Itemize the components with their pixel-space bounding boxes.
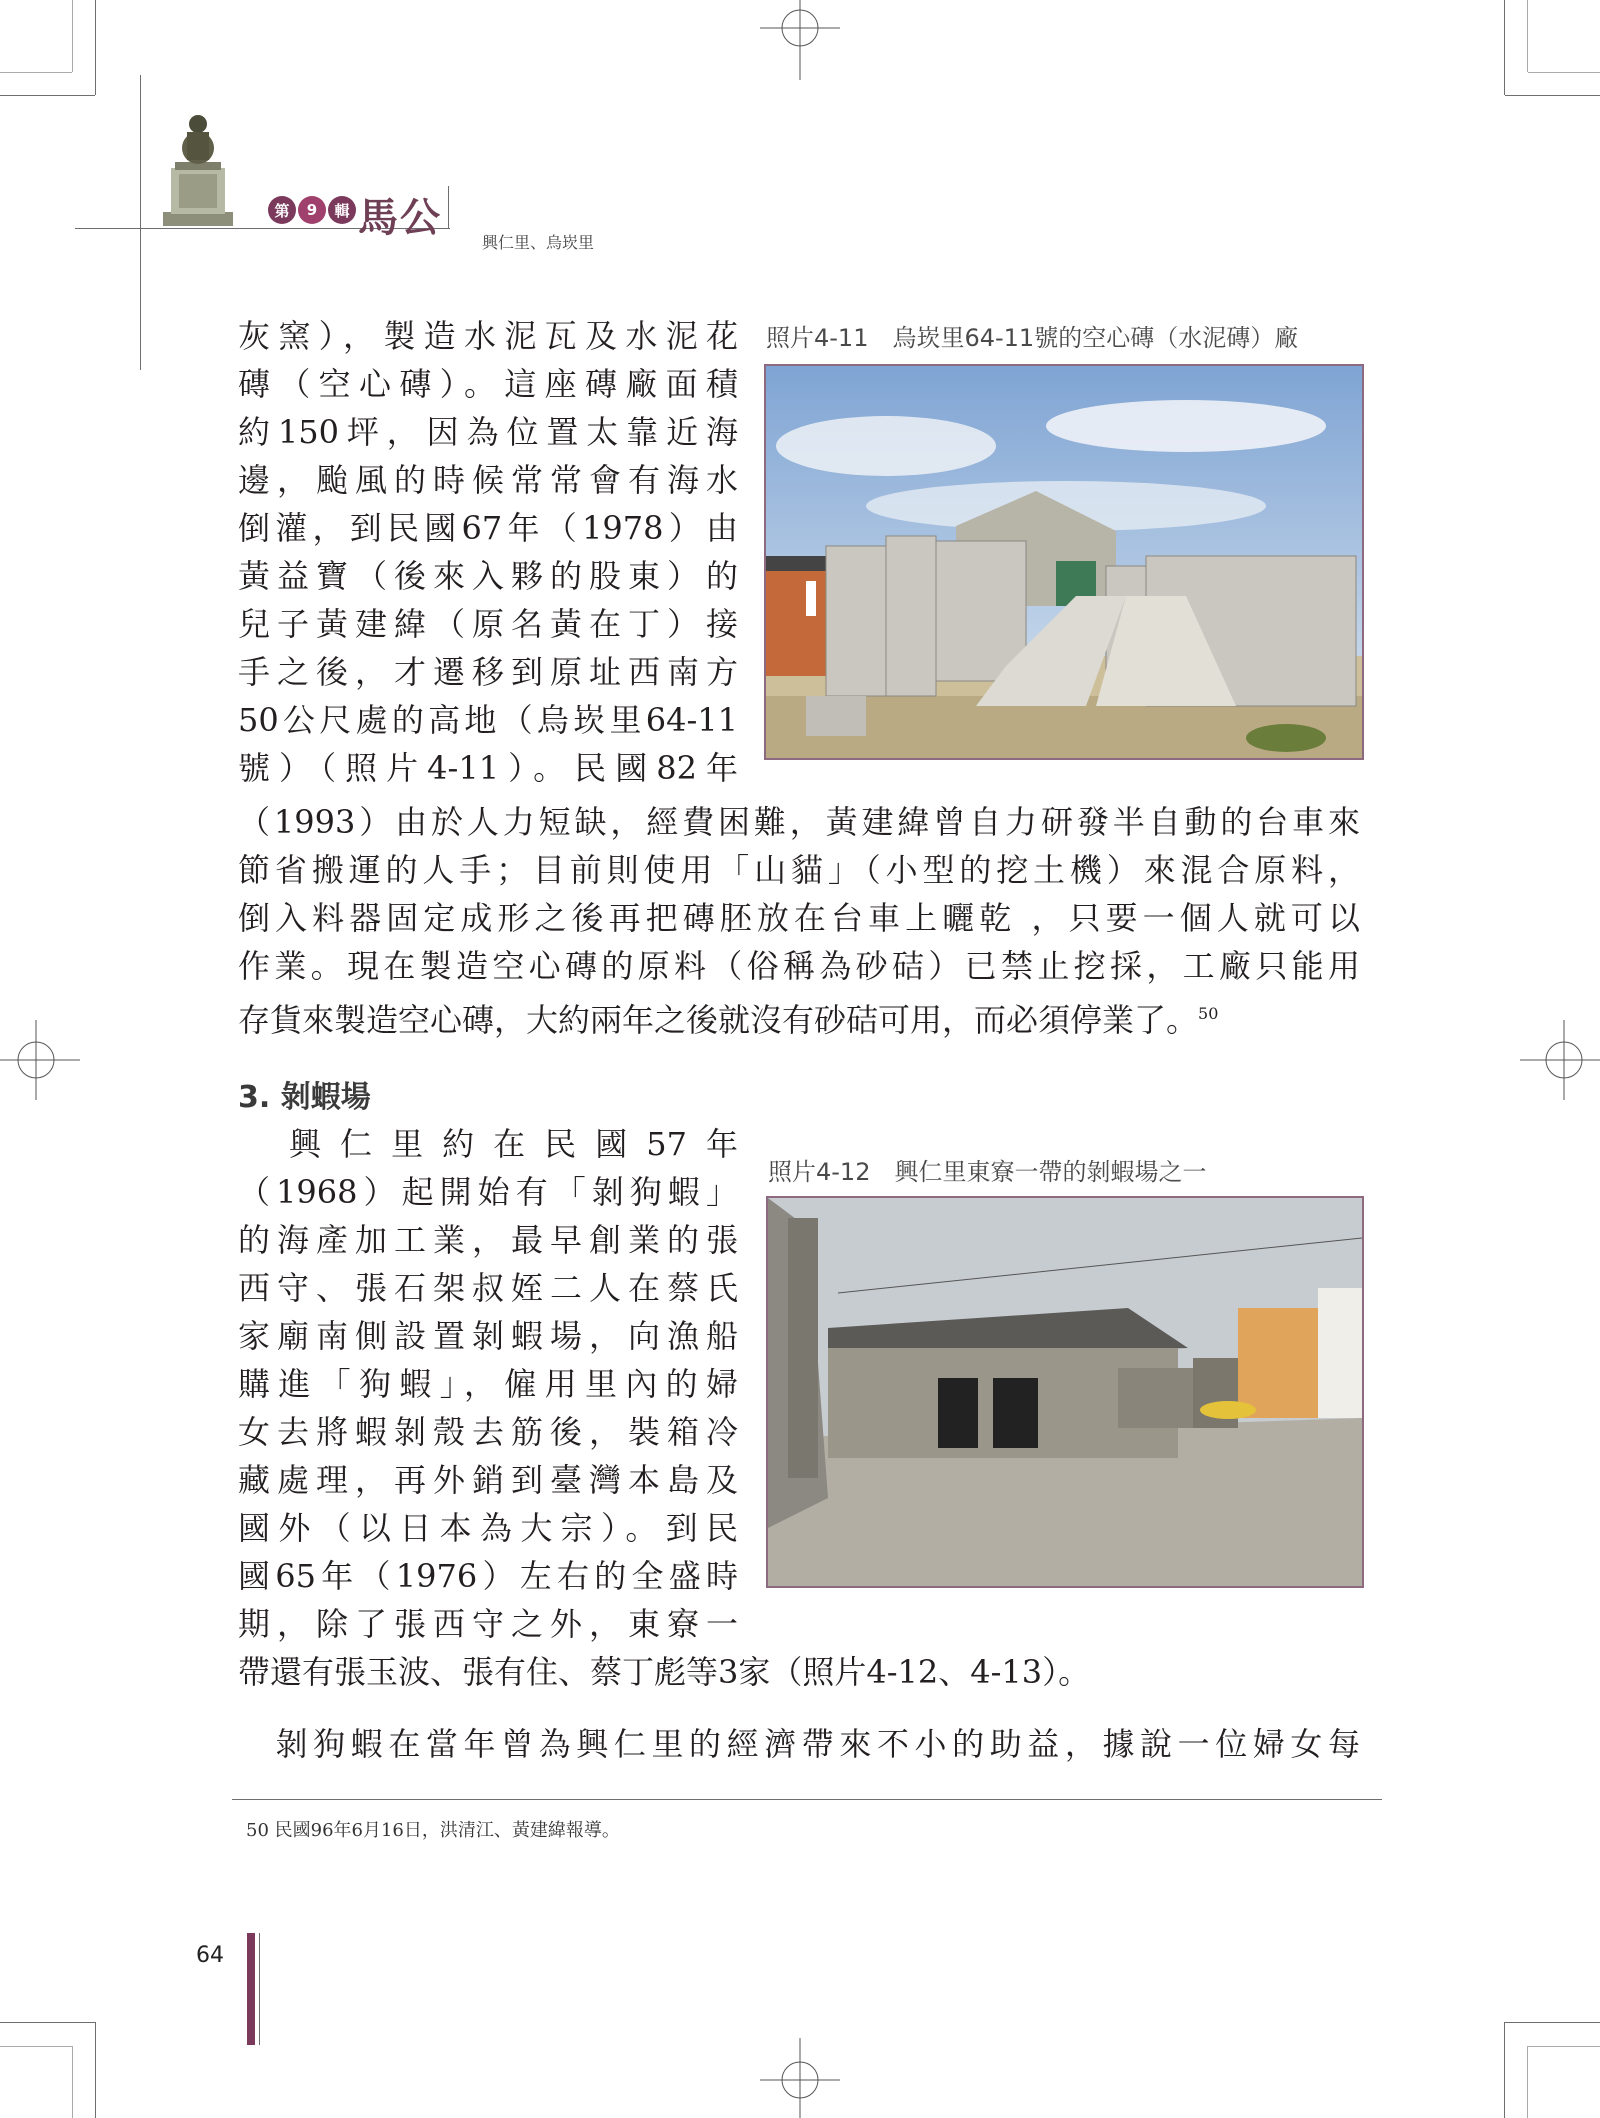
text-line: 藏處理，再外銷到臺灣本島及 (238, 1461, 738, 1499)
chapter-subtitle: 興仁里、烏崁里 (482, 233, 595, 252)
registration-mark-top (760, 0, 840, 80)
text-line: 灰窯），製造水泥瓦及水泥花 (238, 317, 738, 355)
text-line: 號）（照片4-11）。民國82年 (238, 749, 738, 787)
text-line: 作業。現在製造空心磚的原料（俗稱為砂硈）已禁止挖採，工廠只能用 (238, 947, 1360, 985)
text-line: 節省搬運的人手；目前則使用「山貓」（小型的挖土機）來混合原料， (238, 851, 1360, 889)
photo-4-11-brick-factory (764, 364, 1364, 760)
photo-caption-4-11: 照片4-11 烏崁里64-11號的空心磚（水泥磚）廠 (766, 324, 1299, 352)
text-line: 期，除了張西守之外，東寮一 (238, 1605, 738, 1643)
text-line: 家廟南側設置剝蝦場，向漁船 (238, 1317, 738, 1355)
text-line: （1993）由於人力短缺，經費困難，黃建緯曾自力研發半自動的台車來 (238, 803, 1360, 841)
registration-mark-right (1520, 1020, 1600, 1100)
registration-mark-left (0, 1020, 80, 1100)
text-line: 黃益寶（後來入夥的股東）的 (238, 557, 738, 595)
text-line: 磚（空心磚）。這座磚廠面積 (238, 365, 738, 403)
text-line: 西守、張石架叔姪二人在蔡氏 (238, 1269, 738, 1307)
header-title-divider (448, 186, 449, 228)
text-line: 倒入料器固定成形之後再把磚胚放在台車上曬乾 ，只要一個人就可以 (238, 899, 1360, 937)
section-heading: 3. 剝蝦場 (238, 1080, 371, 1115)
page-side-rule (259, 1933, 260, 2045)
text-line: 約150坪，因為位置太靠近海 (238, 413, 738, 451)
text-line: 國外（以日本為大宗）。到民 (238, 1509, 738, 1547)
text-line: 女去將蝦剝殼去筋後，裝箱冷 (238, 1413, 738, 1451)
text-line: 手之後，才遷移到原址西南方 (238, 653, 738, 691)
header-vertical-rule (140, 75, 141, 370)
photo-4-12-shrimp-peeling-site (766, 1196, 1364, 1588)
shrimp-site-image (768, 1198, 1362, 1586)
paragraph-2-continued (238, 1648, 1360, 1696)
brick-factory-image (766, 366, 1362, 758)
book-volume-badge (268, 196, 356, 224)
registration-mark-bottom (760, 2038, 840, 2118)
text-line: 邊，颱風的時候常常會有海水 (238, 461, 738, 499)
text-line: 倒灌，到民國67年（1978）由 (238, 509, 738, 547)
footnote-reference: 50 (1198, 1004, 1219, 1023)
text-line: （1968）起開始有「剝狗蝦」 (238, 1173, 738, 1211)
text-line (238, 990, 1360, 1044)
text-line: 興仁里約在民國57年 (238, 1125, 738, 1163)
text-line: 帶還有張玉波、張有住、蔡丁彪等3家（照片4-12、4-13）。 (238, 1653, 1091, 1691)
text-line: 的海產加工業，最早創業的張 (238, 1221, 738, 1259)
photo-caption-4-12: 照片4-12 興仁里東寮一帶的剝蝦場之一 (768, 1158, 1207, 1186)
badge-number: 9 (298, 196, 326, 224)
statue-icon (155, 108, 241, 226)
text-line-content: 存貨來製造空心磚，大約兩年之後就沒有砂硈可用，而必須停業了。 (238, 1001, 1199, 1039)
badge-prefix: 第 (268, 196, 296, 224)
text-line: 剝狗蝦在當年曾為興仁里的經濟帶來不小的助益，據說一位婦女每 (238, 1725, 1360, 1763)
text-line: 50公尺處的高地（烏崁里64-11 (238, 701, 738, 739)
paragraph-3 (238, 1720, 1360, 1768)
footnote-text: 50 民國96年6月16日，洪清江、黃建緯報導。 (246, 1820, 620, 1841)
page-number: 64 (196, 1943, 224, 1968)
paragraph-1 (238, 312, 738, 792)
paragraph-2 (238, 1120, 738, 1648)
badge-suffix: 輯 (328, 196, 356, 224)
paragraph-1-continued (238, 798, 1360, 1044)
book-title: 馬公 (358, 194, 442, 241)
text-line: 兒子黃建緯（原名黃在丁）接 (238, 605, 738, 643)
footnote-divider (232, 1799, 1382, 1800)
text-line: 國65年（1976）左右的全盛時 (238, 1557, 738, 1595)
page-side-bar (247, 1933, 255, 2045)
text-line: 購進「狗蝦」，僱用里內的婦 (238, 1365, 738, 1403)
